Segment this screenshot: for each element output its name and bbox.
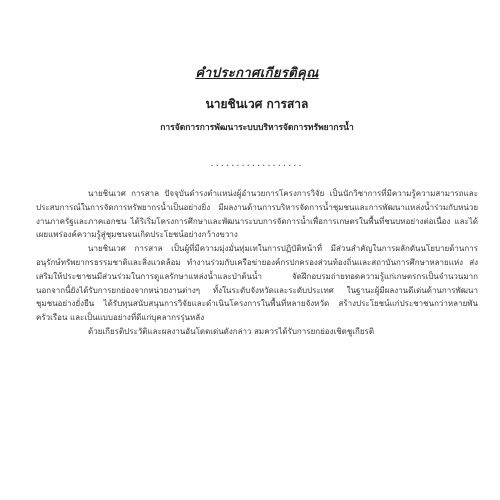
body-paragraph-2: นายชินเวศ การสาล เป็นผู้ที่มีความมุ่งมั่นทุ่มเทในการปฏิบัติหน้าที่ มีส่วนสำคัญในการผลักดันนโยบายด้านการอนุรักษ์ทรัพยากรธรรมชาติและสิ่งแวดล้อม ทำงานร่วมกับเครือข่ายองค์กรปกครองส่วนท้องถิ่นและสถาบันการศึกษาหลายแห่ง ส่งเสริมให้ประชาชนมีส่วนร่วมในการดูแลรักษาแหล่งน้ำและป่าต้นน้ำ จัดฝึกอบรมถ่ายทอดความรู้แก่เกษตรกรเป็นจำนวนมาก นอกจากนี้ยังได้รับการยกย่องจากหน่วยงานต่างๆ ทั้งในระดับจังหวัดและระดับประเทศ ในฐานะผู้มีผลงานดีเด่นด้านการพัฒนาชุมชนอย่างยั่งยืน ได้รับทุนสนับสนุนการวิจัยและดำเนินโครงการในพื้นที่หลายจังหวัด สร้างประโยชน์แก่ประชาชนกว่าหลายพันครัวเรือน และเป็นแบบอย่างที่ดีแก่บุคลากรรุ่นหลัง [36,244,478,323]
section-separator: .................. [210,158,304,169]
author-name: นายชินเวศ การสาล [205,97,309,111]
body-text [36,187,478,339]
document-title: คำประกาศเกียรติคุณ [195,66,319,81]
body-paragraph-1: นายชินเวศ การสาล ปัจจุบันดำรงตำแหน่งผู้อำนวยการโครงการวิจัย เป็นนักวิชาการที่มีความรู้ความสามารถและประสบการณ์ในการจัดการทรัพยากรน้ำเป็นอย่างยิ่ง มีผลงานด้านการบริหารจัดการน้ำชุมชนและการพัฒนาแหล่งน้ำร่วมกับหน่วยงานภาครัฐและภาคเอกชน ได้ริเริ่มโครงการศึกษาและพัฒนาระบบการจัดการน้ำเพื่อการเกษตรในพื้นที่ชนบทอย่างต่อเนื่อง และได้เผยแพร่องค์ความรู้สู่ชุมชนจนเกิดประโยชน์อย่างกว้างขวาง [36,189,478,240]
body-paragraph-3: ด้วยเกียรติประวัติและผลงานอันโดดเด่นดังกล่าว สมควรได้รับการยกย่องเชิดชูเกียรติ [88,326,375,336]
author-affiliation: การจัดการการพัฒนาระบบบริหารจัดการทรัพยากรน้ำ [160,123,354,133]
